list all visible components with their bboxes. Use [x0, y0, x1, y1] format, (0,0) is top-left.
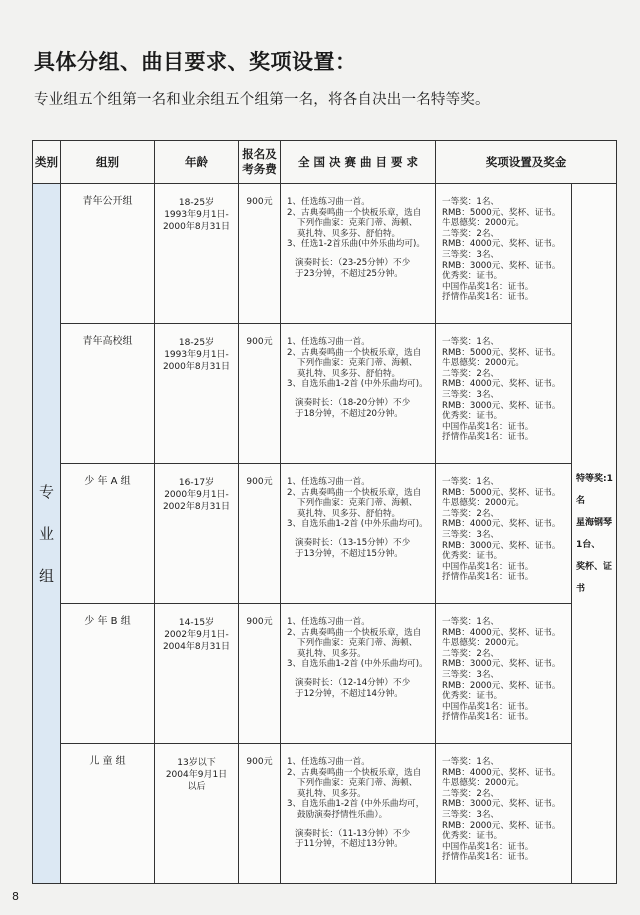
award-line: 一等奖：1名、 [442, 477, 500, 487]
age-line: 2000年8月31日 [162, 222, 231, 232]
table-header-row [33, 141, 617, 184]
award-line: 牛恩德奖：2000元。 [442, 638, 525, 649]
award-line: 三等奖：3名、 [442, 809, 500, 820]
group-name: 少 年 B 组 [61, 604, 155, 744]
fee-cell: 900元 [239, 604, 281, 744]
fee-cell: 900元 [239, 184, 281, 324]
award-line: 优秀奖：证书。 [442, 691, 503, 702]
header-repertoire: 全 国 决 赛 曲 目 要 求 [281, 141, 436, 184]
duration-line: 演奏时长：（11-13分钟）不少 [295, 828, 411, 839]
age-line: 2004年8月31日 [162, 642, 231, 652]
repertoire-line: 2、古典奏鸣曲一个快板乐章，选自 [287, 347, 422, 358]
award-line: 抒情作品奖1名：证书。 [442, 572, 534, 583]
repertoire-line: 2、古典奏鸣曲一个快板乐章，选自 [287, 627, 422, 638]
age-line: 2002年8月31日 [162, 502, 231, 512]
duration-line: 于23分钟，不超过25分钟。 [295, 268, 403, 279]
age-cell [155, 744, 239, 884]
header-group: 组别 [61, 141, 155, 184]
repertoire-cell [281, 184, 436, 324]
duration-note [287, 829, 431, 850]
special-award-line: 特等奖:1名 [576, 473, 613, 506]
group-name: 少 年 A 组 [61, 464, 155, 604]
award-line: 一等奖：1名、 [442, 337, 500, 347]
award-line: RMB：3000元、奖杯、证书。 [442, 540, 561, 551]
award-line: RMB：5000元、奖杯、证书。 [442, 347, 561, 358]
award-line: 二等奖：2名、 [442, 508, 500, 519]
duration-line: 演奏时长：（12-14分钟）不少 [295, 677, 411, 688]
table-row [33, 744, 617, 884]
header-age: 年龄 [155, 141, 239, 184]
award-line: RMB：4000元、奖杯、证书。 [442, 379, 561, 390]
award-line: 一等奖：1名、 [442, 617, 500, 627]
award-line: 牛恩德奖：2000元。 [442, 358, 525, 369]
duration-line: 于13分钟，不超过15分钟。 [295, 548, 403, 559]
duration-line: 于18分钟，不超过20分钟。 [295, 408, 403, 419]
age-line: 2002年9月1日- [164, 630, 229, 640]
duration-line: 于12分钟，不超过14分钟。 [295, 688, 403, 699]
award-line: 牛恩德奖：2000元。 [442, 218, 525, 229]
award-line: 中国作品奖1名：证书。 [442, 701, 534, 712]
award-line: RMB：4000元、奖杯、证书。 [442, 519, 561, 530]
repertoire-cell [281, 604, 436, 744]
repertoire-line: 莫扎特、贝多芬、舒伯特。 [297, 368, 401, 379]
award-line: 三等奖：3名、 [442, 389, 500, 400]
age-line: 2004年9月1日 [165, 770, 228, 780]
repertoire-line: 2、古典奏鸣曲一个快板乐章，选自 [287, 207, 422, 218]
repertoire-line: 1、任选练习曲一首。 [287, 197, 370, 207]
age-cell [155, 464, 239, 604]
awards-cell [436, 604, 572, 744]
awards-cell [436, 744, 572, 884]
competition-table [32, 140, 617, 884]
repertoire-line: 莫扎特、贝多芬。 [297, 788, 366, 799]
award-line: 抒情作品奖1名：证书。 [442, 852, 534, 863]
repertoire-line: 3、自选乐曲1-2首 (中外乐曲均可)。 [287, 519, 428, 530]
repertoire-line: 3、自选乐曲1-2首 (中外乐曲均可)。 [287, 379, 428, 390]
age-cell [155, 324, 239, 464]
category-cell [33, 184, 61, 884]
category-label: 专业组 [38, 482, 54, 585]
repertoire-line: 莫扎特、贝多芬。 [297, 648, 366, 659]
age-cell [155, 604, 239, 744]
repertoire-line: 1、任选练习曲一首。 [287, 617, 370, 627]
duration-line: 演奏时长：（13-15分钟）不少 [295, 537, 411, 548]
age-line: 2000年8月31日 [162, 362, 231, 372]
duration-note [287, 258, 431, 279]
age-line: 18-25岁 [178, 198, 215, 208]
repertoire-cell [281, 464, 436, 604]
repertoire-line: 下列作曲家：克莱门蒂、海顿、 [297, 498, 418, 509]
repertoire-line: 3、任选1-2首乐曲(中外乐曲均可)。 [287, 239, 425, 250]
repertoire-line: 下列作曲家：克莱门蒂、海顿、 [297, 218, 418, 229]
duration-line: 于11分钟，不超过13分钟。 [295, 839, 403, 850]
awards-cell [436, 184, 572, 324]
age-line: 以后 [187, 782, 206, 792]
group-name: 青年高校组 [61, 324, 155, 464]
repertoire-cell [281, 744, 436, 884]
repertoire-cell [281, 324, 436, 464]
award-line: 三等奖：3名、 [442, 249, 500, 260]
award-line: RMB：3000元、奖杯、证书。 [442, 659, 561, 670]
award-line: RMB：2000元、奖杯、证书。 [442, 820, 561, 831]
award-line: 优秀奖：证书。 [442, 831, 503, 842]
duration-note [287, 398, 431, 419]
table-row [33, 464, 617, 604]
page-number: 8 [12, 890, 19, 903]
duration-line: 演奏时长：（18-20分钟）不少 [295, 397, 411, 408]
header-awards: 奖项设置及奖金 [436, 141, 617, 184]
repertoire-line: 2、古典奏鸣曲一个快板乐章，选自 [287, 767, 422, 778]
award-line: 中国作品奖1名：证书。 [442, 281, 534, 292]
fee-cell: 900元 [239, 324, 281, 464]
table-row [33, 324, 617, 464]
award-line: 牛恩德奖：2000元。 [442, 498, 525, 509]
table-body [33, 184, 617, 884]
award-line: RMB：5000元、奖杯、证书。 [442, 207, 561, 218]
age-line: 1993年9月1日- [164, 350, 229, 360]
repertoire-line: 1、任选练习曲一首。 [287, 477, 370, 487]
fee-cell: 900元 [239, 464, 281, 604]
award-line: RMB：4000元、奖杯、证书。 [442, 767, 561, 778]
special-award-line: 奖杯、证书 [576, 561, 613, 594]
page-title: 具体分组、曲目要求、奖项设置： [34, 50, 357, 74]
award-line: 抒情作品奖1名：证书。 [442, 432, 534, 443]
awards-cell [436, 464, 572, 604]
competition-table-wrap [32, 140, 616, 884]
group-name: 儿 童 组 [61, 744, 155, 884]
award-line: RMB：4000元、奖杯、证书。 [442, 239, 561, 250]
award-line: 牛恩德奖：2000元。 [442, 778, 525, 789]
repertoire-line: 下列作曲家：克莱门蒂、海顿、 [297, 638, 418, 649]
award-line: 优秀奖：证书。 [442, 271, 503, 282]
repertoire-line: 3、自选乐曲1-2首 (中外乐曲均可， [287, 799, 425, 810]
age-line: 1993年9月1日- [164, 210, 229, 220]
repertoire-line: 莫扎特、贝多芬、舒伯特。 [297, 228, 401, 239]
age-cell [155, 184, 239, 324]
age-line: 13岁以下 [177, 758, 216, 768]
award-line: RMB：2000元、奖杯、证书。 [442, 680, 561, 691]
table-row [33, 604, 617, 744]
award-line: RMB：5000元、奖杯、证书。 [442, 487, 561, 498]
award-line: 中国作品奖1名：证书。 [442, 421, 534, 432]
page-subtitle: 专业组五个组第一名和业余组五个组第一名，将各自决出一名特等奖。 [34, 92, 490, 108]
award-line: 一等奖：1名、 [442, 757, 500, 767]
award-line: 抒情作品奖1名：证书。 [442, 712, 534, 723]
award-line: 三等奖：3名、 [442, 669, 500, 680]
repertoire-line: 鼓励演奏抒情性乐曲）。 [297, 809, 388, 820]
special-award-cell [572, 184, 617, 884]
duration-line: 演奏时长：（23-25分钟）不少 [295, 257, 411, 268]
duration-note [287, 538, 431, 559]
repertoire-line: 1、任选练习曲一首。 [287, 337, 370, 347]
repertoire-line: 下列作曲家：克莱门蒂、海顿、 [297, 778, 418, 789]
award-line: 三等奖：3名、 [442, 529, 500, 540]
age-line: 2000年9月1日- [164, 490, 229, 500]
group-name: 青年公开组 [61, 184, 155, 324]
award-line: 一等奖：1名、 [442, 197, 500, 207]
award-line: RMB：3000元、奖杯、证书。 [442, 799, 561, 810]
table-row [33, 184, 617, 324]
header-category: 类别 [33, 141, 61, 184]
repertoire-line: 莫扎特、贝多芬、舒伯特。 [297, 508, 401, 519]
duration-note [287, 678, 431, 699]
award-line: 二等奖：2名、 [442, 648, 500, 659]
award-line: 中国作品奖1名：证书。 [442, 561, 534, 572]
award-line: RMB：3000元、奖杯、证书。 [442, 400, 561, 411]
age-line: 14-15岁 [178, 618, 215, 628]
award-line: 优秀奖：证书。 [442, 551, 503, 562]
header-fee: 报名及 考务费 [239, 141, 281, 184]
award-line: 优秀奖：证书。 [442, 411, 503, 422]
award-line: 二等奖：2名、 [442, 788, 500, 799]
repertoire-line: 下列作曲家：克莱门蒂、海顿、 [297, 358, 418, 369]
repertoire-line: 3、自选乐曲1-2首 (中外乐曲均可)。 [287, 659, 428, 670]
age-line: 16-17岁 [178, 478, 215, 488]
fee-cell: 900元 [239, 744, 281, 884]
award-line: 抒情作品奖1名：证书。 [442, 292, 534, 303]
award-line: RMB：4000元、奖杯、证书。 [442, 627, 561, 638]
repertoire-line: 1、任选练习曲一首。 [287, 757, 370, 767]
special-award-line: 星海钢琴1台、 [576, 517, 613, 550]
repertoire-line: 2、古典奏鸣曲一个快板乐章，选自 [287, 487, 422, 498]
award-line: 二等奖：2名、 [442, 228, 500, 239]
award-line: RMB：3000元、奖杯、证书。 [442, 260, 561, 271]
age-line: 18-25岁 [178, 338, 215, 348]
awards-cell [436, 324, 572, 464]
award-line: 中国作品奖1名：证书。 [442, 841, 534, 852]
award-line: 二等奖：2名、 [442, 368, 500, 379]
